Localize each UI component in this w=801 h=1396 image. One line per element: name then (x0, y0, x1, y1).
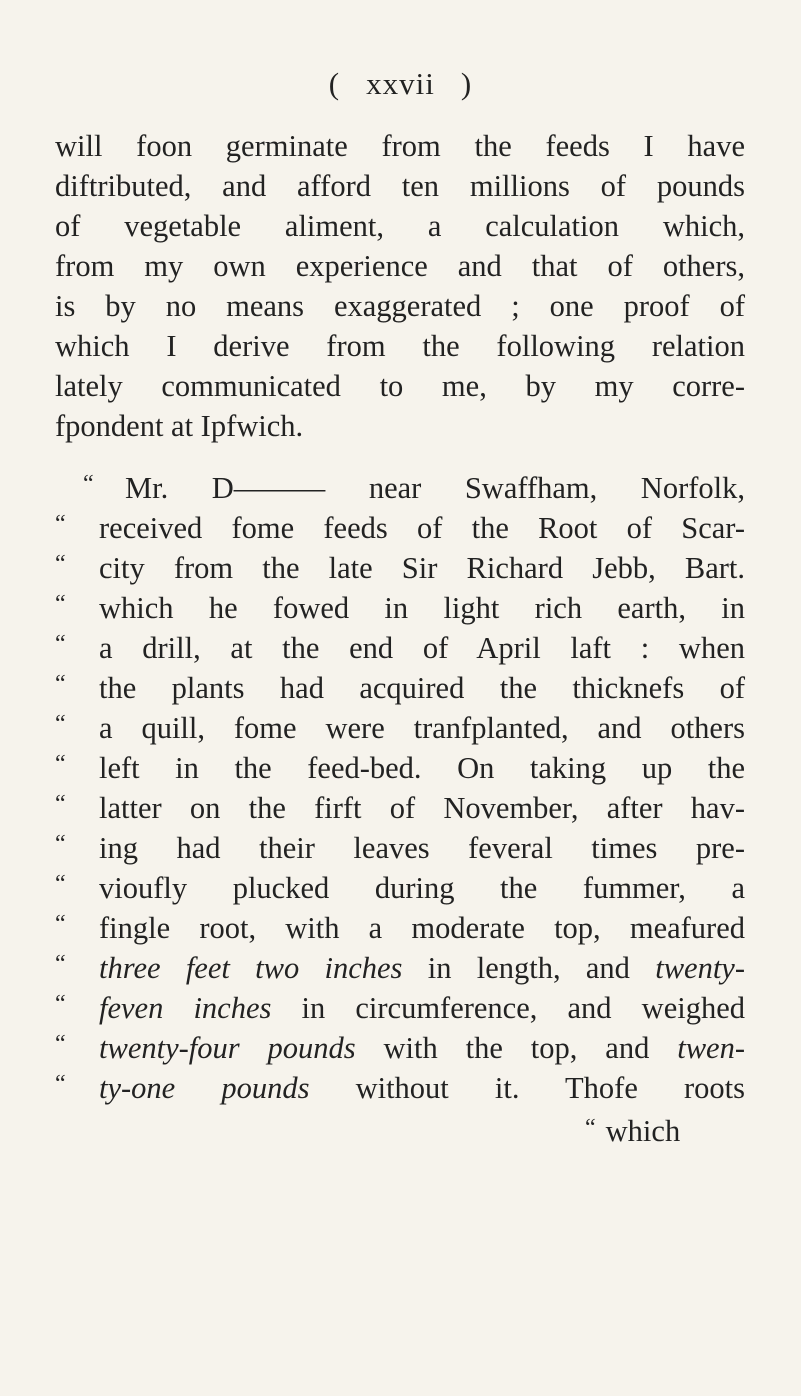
text-line: which I derive from the following relation (55, 329, 745, 363)
italic-measure: ty-one pounds (99, 1071, 310, 1105)
quote-mark: “ (55, 791, 66, 817)
quote-text: a drill, at the end of April laft : when (99, 631, 745, 665)
text-line: of vegetable aliment, a calculation which, (55, 209, 745, 243)
italic-measure: twenty-four pounds (99, 1031, 356, 1065)
italic-measure: twenty- (655, 951, 745, 985)
quote-mark: “ (55, 511, 66, 537)
quote-text: the plants had acquired the thicknefs of (99, 671, 745, 705)
quote-text: vioufly plucked during the fummer, a (99, 871, 745, 905)
quote-text (99, 1069, 745, 1107)
quote-text: Mr. D——— near Swaffham, Norfolk, (125, 471, 745, 505)
quote-text-part: in circumference, and weighed (271, 991, 745, 1025)
quote-text: city from the late Sir Richard Jebb, Bart. (99, 551, 745, 585)
quote-mark: “ (55, 591, 66, 617)
quote-mark: “ (55, 831, 66, 857)
quote-text (99, 989, 745, 1027)
quote-mark: “ (55, 751, 66, 777)
quote-text-part: in length, and (402, 951, 656, 985)
text-line: fpondent at Ipfwich. (55, 409, 304, 443)
quote-mark: “ (55, 991, 66, 1017)
quote-text (99, 1029, 745, 1067)
header-close-paren: ) (460, 66, 473, 101)
text-line: from my own experience and that of others, (55, 249, 745, 283)
italic-measure: three feet two inches (99, 951, 403, 985)
quote-mark: “ (55, 671, 66, 697)
quote-text: a quill, fome were tranfplanted, and others (99, 711, 745, 745)
page-number: xxvii (366, 66, 435, 101)
quote-text: fingle root, with a moderate top, meafured (99, 911, 745, 945)
quote-text-part: with the top, and (355, 1031, 678, 1065)
quote-text: ing had their leaves feveral times pre- (99, 831, 745, 865)
quote-mark: “ (55, 951, 66, 977)
italic-measure: twen- (677, 1031, 745, 1065)
quote-mark: “ (55, 711, 66, 737)
text-line: diftributed, and afford ten millions of pounds (55, 169, 745, 203)
text-line: will foon germinate from the feeds I have (55, 129, 745, 163)
quote-text: latter on the firft of November, after hav- (99, 791, 745, 825)
quote-mark: “ (55, 911, 66, 937)
quote-mark: “ (55, 551, 66, 577)
quote-mark: “ (55, 1071, 66, 1097)
header-open-paren: ( (328, 66, 341, 101)
quote-mark: “ (55, 1031, 66, 1057)
quote-text: which he fowed in light rich earth, in (99, 591, 745, 625)
quote-text: received fome feeds of the Root of Scar- (99, 511, 745, 545)
text-line: is by no means exaggerated ; one proof of (55, 289, 745, 323)
quote-text-part: without it. Thofe roots (309, 1071, 745, 1105)
text-line: lately communicated to me, by my corre- (55, 369, 745, 403)
quote-text (99, 949, 745, 987)
quote-mark: “ (585, 1115, 596, 1141)
italic-measure: feven inches (99, 991, 272, 1025)
catchword (585, 1109, 680, 1150)
page-header (0, 66, 801, 102)
catchword-text: which (605, 1114, 681, 1148)
quote-mark: “ (83, 471, 94, 497)
quote-mark: “ (55, 871, 66, 897)
quote-text: left in the feed-bed. On taking up the (99, 751, 745, 785)
quote-mark: “ (55, 631, 66, 657)
